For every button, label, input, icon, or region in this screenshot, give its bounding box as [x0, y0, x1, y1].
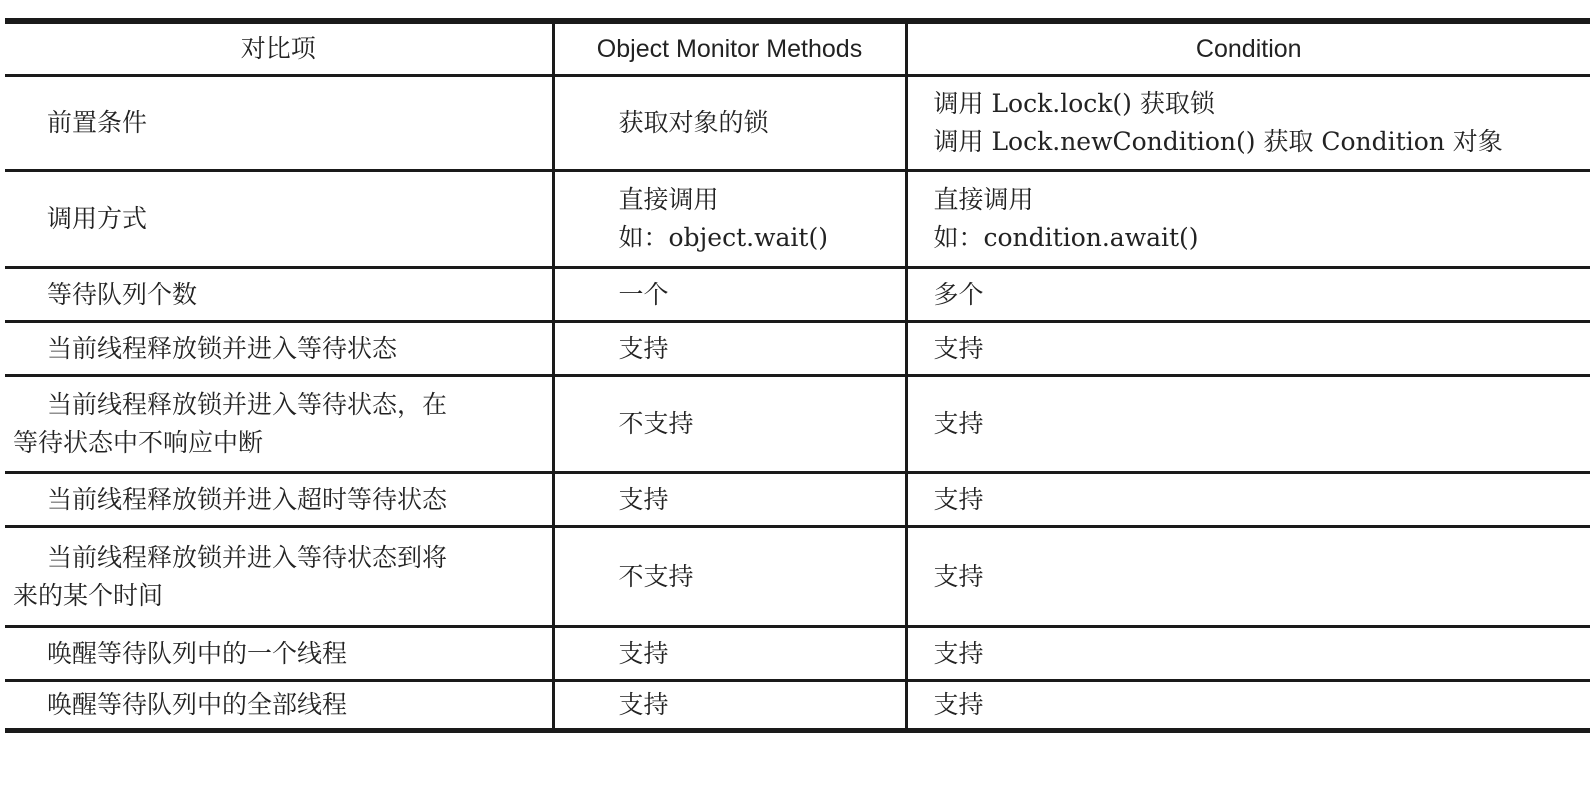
item-cell-line: 前置条件 — [47, 108, 148, 137]
condition-cell — [906, 322, 1590, 376]
item-cell-line: 当前线程释放锁并进入等待状态，在 — [47, 390, 448, 419]
item-cell — [5, 473, 553, 527]
condition-cell-line: 支持 — [933, 409, 984, 438]
condition-cell — [906, 76, 1590, 171]
condition-cell-line: 支持 — [933, 484, 984, 514]
condition-cell-line: 调用 Lock.lock() 获取锁 — [933, 89, 1215, 118]
header-condition: Condition — [906, 21, 1590, 76]
condition-cell — [906, 473, 1590, 527]
monitor-cell — [553, 527, 906, 627]
item-cell-line: 唤醒等待队列中的全部线程 — [47, 690, 348, 719]
item-cell-line: 当前线程释放锁并进入超时等待状态 — [47, 484, 448, 514]
monitor-cell — [553, 376, 906, 473]
item-cell-line: 等待队列个数 — [47, 279, 198, 309]
condition-cell — [906, 268, 1590, 322]
item-cell-line: 当前线程释放锁并进入等待状态 — [47, 333, 398, 363]
item-cell — [5, 76, 553, 171]
table-row — [5, 268, 1590, 322]
monitor-cell — [553, 681, 906, 731]
monitor-cell-line: 不支持 — [618, 409, 694, 438]
condition-cell-line: 支持 — [933, 690, 984, 719]
monitor-cell — [553, 627, 906, 681]
header-monitor: Object Monitor Methods — [553, 21, 906, 76]
condition-cell-line: 支持 — [933, 561, 984, 591]
comparison-table — [5, 18, 1590, 733]
monitor-cell-line: 支持 — [618, 484, 669, 514]
item-cell — [5, 681, 553, 731]
item-cell-line: 当前线程释放锁并进入等待状态到将 — [47, 542, 448, 572]
table-row — [5, 527, 1590, 627]
item-cell — [5, 376, 553, 473]
item-cell — [5, 627, 553, 681]
monitor-cell — [553, 76, 906, 171]
monitor-cell-line: 如：object.wait() — [618, 223, 828, 252]
item-cell — [5, 268, 553, 322]
item-cell-line: 来的某个时间 — [13, 580, 164, 610]
monitor-cell — [553, 322, 906, 376]
condition-cell-line: 多个 — [933, 279, 984, 309]
item-cell-line: 等待状态中不响应中断 — [13, 428, 264, 457]
condition-cell-line: 支持 — [933, 333, 984, 363]
condition-cell — [906, 527, 1590, 627]
table-row — [5, 171, 1590, 268]
monitor-cell-line: 支持 — [618, 333, 669, 363]
condition-cell — [906, 171, 1590, 268]
item-cell — [5, 322, 553, 376]
condition-cell-line: 直接调用 — [933, 185, 1034, 214]
monitor-cell — [553, 171, 906, 268]
monitor-cell-line: 支持 — [618, 690, 669, 719]
table-row — [5, 76, 1590, 171]
table-row — [5, 627, 1590, 681]
condition-cell-line: 如：condition.await() — [933, 223, 1199, 252]
condition-cell — [906, 376, 1590, 473]
item-cell-line: 调用方式 — [47, 204, 148, 233]
item-cell-line: 唤醒等待队列中的一个线程 — [47, 638, 348, 668]
condition-cell-line: 支持 — [933, 638, 984, 668]
condition-cell-line: 调用 Lock.newCondition() 获取 Condition 对象 — [933, 127, 1503, 156]
monitor-cell-line: 一个 — [618, 279, 669, 309]
table-row — [5, 681, 1590, 731]
monitor-cell-line: 获取对象的锁 — [618, 108, 769, 137]
monitor-cell — [553, 268, 906, 322]
table-row — [5, 473, 1590, 527]
monitor-cell-line: 不支持 — [618, 561, 694, 591]
monitor-cell-line: 直接调用 — [618, 185, 719, 214]
monitor-cell-line: 支持 — [618, 638, 669, 668]
header-row — [5, 21, 1590, 76]
table-row — [5, 376, 1590, 473]
header-item: 对比项 — [5, 21, 553, 76]
condition-cell — [906, 681, 1590, 731]
condition-cell — [906, 627, 1590, 681]
monitor-cell — [553, 473, 906, 527]
item-cell — [5, 527, 553, 627]
item-cell — [5, 171, 553, 268]
table-row — [5, 322, 1590, 376]
